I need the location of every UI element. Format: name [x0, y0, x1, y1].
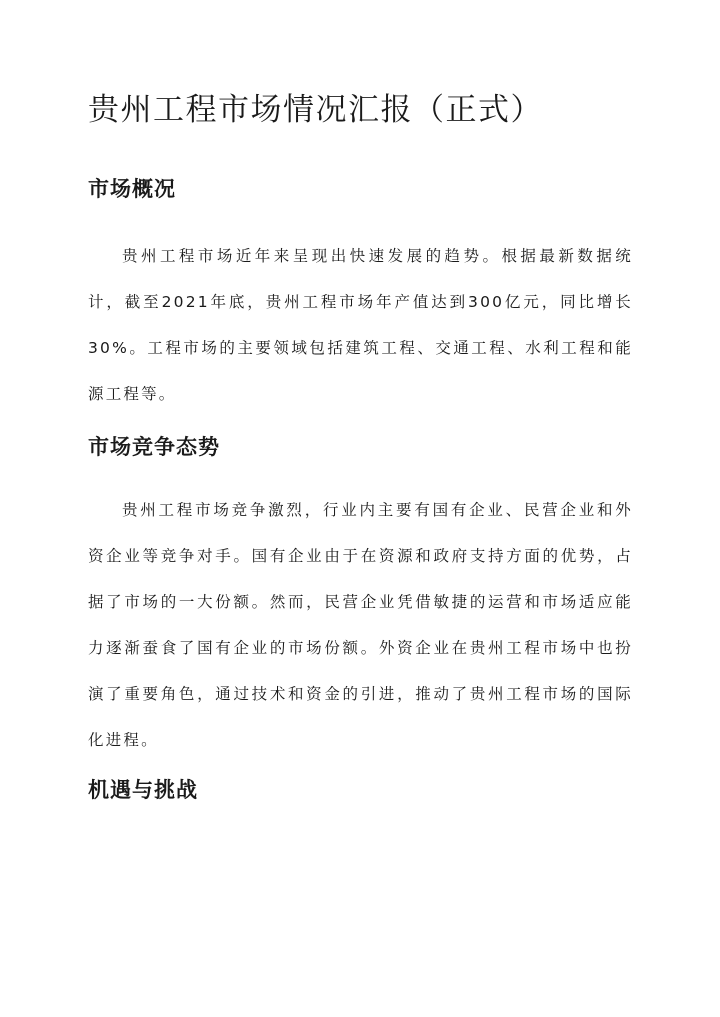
document-title: 贵州工程市场情况汇报（正式） — [88, 92, 543, 128]
section-heading-market-overview: 市场概况 — [88, 176, 176, 201]
section-paragraph-market-overview: 贵州工程市场近年来呈现出快速发展的趋势。根据最新数据统计，截至2021年底，贵州工程市场年产值达到300亿元，同比增长30%。工程市场的主要领域包括建筑工程、交通工程、水利工程和能源工程等。 — [88, 247, 633, 403]
section-heading-competition: 市场竞争态势 — [88, 434, 220, 459]
section-heading-opportunities-challenges: 机遇与挑战 — [88, 777, 198, 802]
section-paragraph-competition: 贵州工程市场竞争激烈，行业内主要有国有企业、民营企业和外资企业等竞争对手。国有企业由于在资源和政府支持方面的优势，占据了市场的一大份额。然而，民营企业凭借敏捷的运营和市场适应能力逐渐蚕食了国有企业的市场份额。外资企业在贵州工程市场中也扮演了重要角色，通过技术和资金的引进，推动了贵州工程市场的国际化进程。 — [88, 501, 633, 749]
